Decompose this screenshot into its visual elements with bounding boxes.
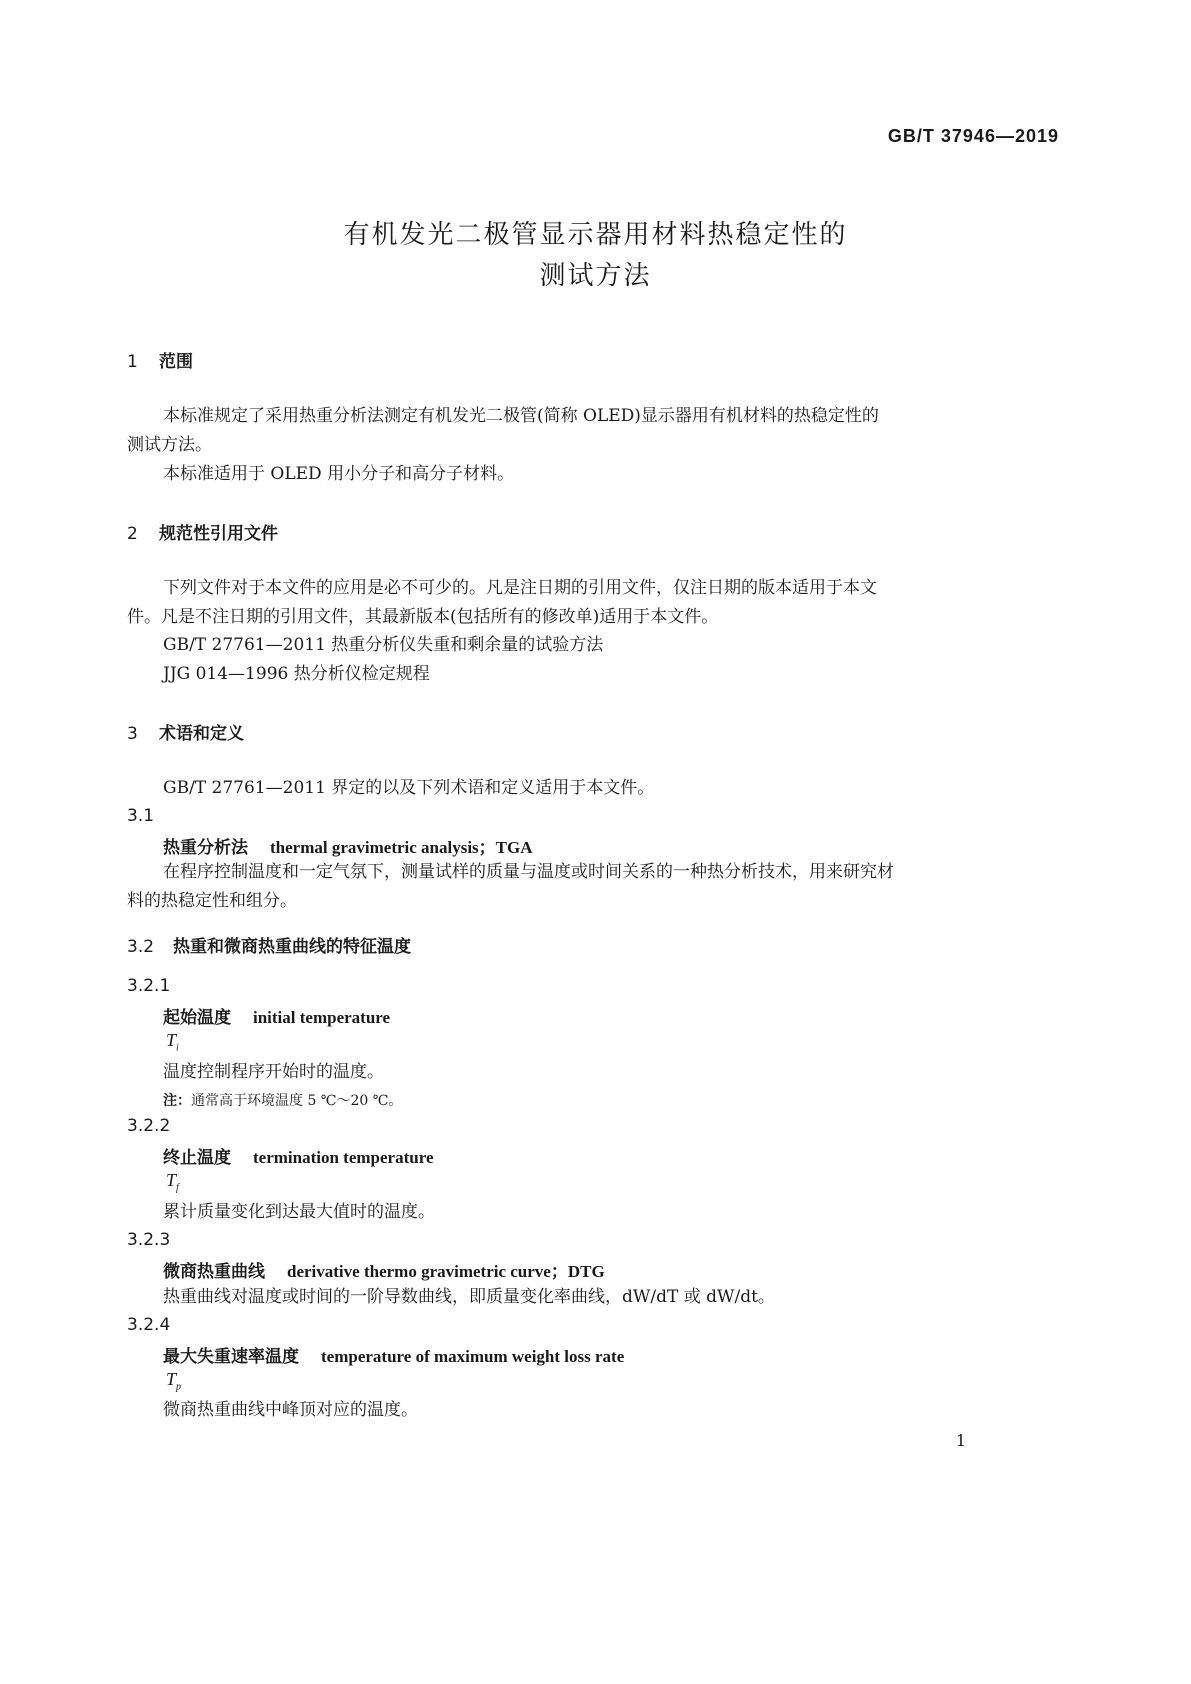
section-2-heading [127,519,278,544]
symbol-subscript: p [176,1381,182,1393]
clause-number-3-2-4: 3.2.4 [127,1315,171,1335]
term-chinese: 最大失重速率温度 [163,1347,299,1367]
term-english: thermal gravimetric analysis；TGA [270,838,533,857]
page-number: 1 [955,1431,966,1450]
section-title: 术语和定义 [159,724,244,744]
symbol-base: T [166,1170,177,1190]
term-chinese: 热重分析法 [163,838,248,858]
section-title: 范围 [159,352,193,372]
definition-3-1-cont: 料的热稳定性和组分。 [127,891,297,911]
sec1-paragraph-2: 本标准适用于 OLED 用小分子和高分子材料。 [163,464,515,484]
sec2-paragraph-1-cont: 件。凡是不注日期的引用文件，其最新版本(包括所有的修改单)适用于本文件。 [127,607,719,627]
clause-number-3-2-1: 3.2.1 [127,976,171,996]
clause-number-3-2-3: 3.2.3 [127,1230,171,1250]
section-number: 1 [127,352,138,372]
standard-code: GB/T 37946—2019 [887,126,1059,146]
section-title: 规范性引用文件 [159,524,278,544]
definition-3-2-3: 热重曲线对温度或时间的一阶导数曲线，即质量变化率曲线，dW/dT 或 dW/dt。 [163,1287,775,1307]
note-text: 通常高于环境温度 5 ℃～20 ℃。 [191,1093,403,1109]
clause-number: 3.2 [127,937,155,957]
term-english: initial temperature [253,1008,391,1027]
normative-reference-1: GB/T 27761—2011 热重分析仪失重和剩余量的试验方法 [163,635,604,655]
symbol-base: T [166,1030,177,1050]
symbol-base: T [166,1369,177,1389]
sec2-paragraph-1: 下列文件对于本文件的应用是必不可少的。凡是注日期的引用文件，仅注日期的版本适用于本文 [163,578,877,598]
symbol-ti [166,1030,179,1054]
definition-3-2-2: 累计质量变化到达最大值时的温度。 [163,1202,435,1222]
section-1-heading [127,347,193,372]
term-chinese: 微商热重曲线 [163,1262,265,1282]
term-3-2-2 [163,1143,434,1168]
document-title-line2: 测试方法 [539,261,652,291]
term-3-1 [163,833,533,858]
symbol-tf [166,1170,179,1194]
definition-3-2-4: 微商热重曲线中峰顶对应的温度。 [163,1400,418,1420]
symbol-subscript: i [176,1042,179,1054]
normative-reference-2: JJG 014—1996 热分析仪检定规程 [163,664,430,684]
term-english: termination temperature [253,1148,434,1167]
section-3-heading [127,719,244,744]
definition-3-2-1: 温度控制程序开始时的温度。 [163,1062,384,1082]
term-english: derivative thermo gravimetric curve；DTG [287,1262,605,1281]
section-number: 3 [127,724,138,744]
sec1-paragraph-1-cont: 测试方法。 [127,435,212,455]
symbol-tp [166,1369,181,1393]
term-3-2-3 [163,1257,605,1282]
symbol-subscript: f [176,1182,179,1194]
definition-3-1: 在程序控制温度和一定气氛下，测量试样的质量与温度或时间关系的一种热分析技术，用来研究材 [163,862,894,882]
note-label: 注： [163,1093,191,1109]
document-title-line1: 有机发光二极管显示器用材料热稳定性的 [343,220,848,250]
term-chinese: 终止温度 [163,1148,231,1168]
note-3-2-1 [163,1090,402,1110]
term-3-2-4 [163,1342,624,1367]
clause-title: 热重和微商热重曲线的特征温度 [173,937,411,957]
section-number: 2 [127,524,138,544]
clause-number-3-2-2: 3.2.2 [127,1116,171,1136]
clause-number-3-1: 3.1 [127,806,155,826]
sec3-intro: GB/T 27761—2011 界定的以及下列术语和定义适用于本文件。 [163,778,655,798]
clause-3-2-heading [127,932,411,957]
term-chinese: 起始温度 [163,1008,231,1028]
term-english: temperature of maximum weight loss rate [321,1347,625,1366]
sec1-paragraph-1: 本标准规定了采用热重分析法测定有机发光二极管(简称 OLED)显示器用有机材料的热稳定性的 [163,406,879,426]
term-3-2-1 [163,1003,390,1028]
